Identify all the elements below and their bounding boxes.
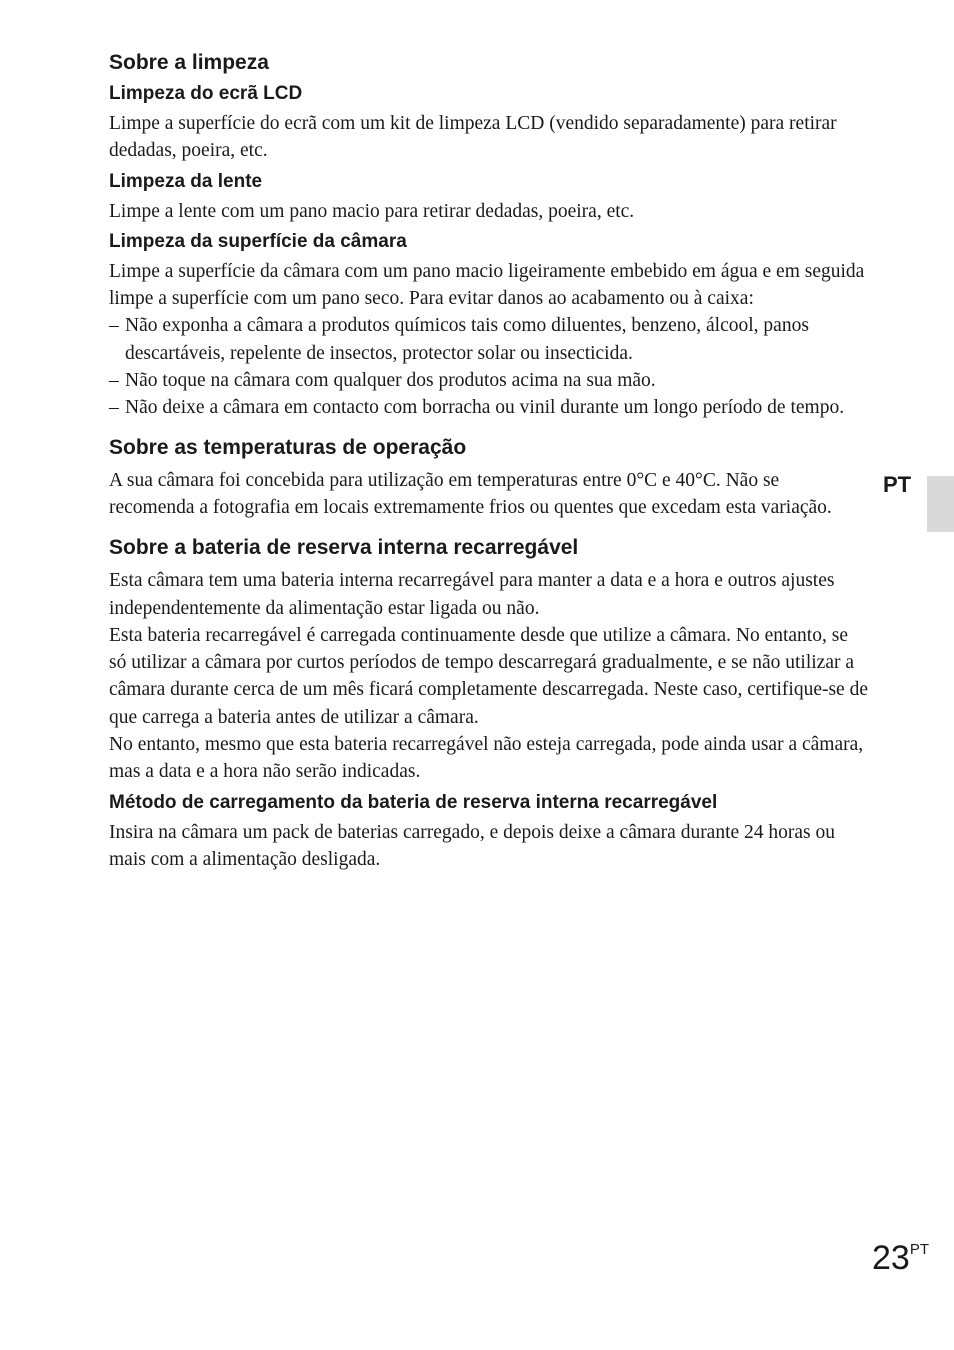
paragraph-metodo-carregamento: Insira na câmara um pack de baterias carregado, e depois deixe a câmara durante 24 horas ou mais com a alimentação desligada. <box>109 821 836 870</box>
page-number-suffix: PT <box>909 1241 929 1258</box>
document-body <box>109 50 869 873</box>
precautions-list <box>109 312 869 421</box>
list-item: – Não deixe a câmara em contacto com borracha ou vinil durante um longo período de tempo. <box>109 394 869 421</box>
page-number-value: 23 <box>872 1239 910 1277</box>
paragraph-limpeza-lcd: Limpe a superfície do ecrã com um kit de limpeza LCD (vendido separadamente) para retirar dedadas, poeira, etc. <box>109 113 837 162</box>
list-item: – Não toque na câmara com qualquer dos produtos acima na sua mão. <box>109 367 869 394</box>
page-number <box>872 1238 929 1285</box>
paragraph-temperaturas: A sua câmara foi concebida para utilização em temperaturas entre 0°C e 40°C. Não se recomenda a fotografia em locais extremamente frios ou quentes que excedam esta variação. <box>109 469 832 518</box>
subheading-limpeza-superficie: Limpeza da superfície da câmara <box>109 230 407 252</box>
subheading-metodo-carregamento: Método de carregamento da bateria de reserva interna recarregável <box>109 791 718 813</box>
paragraph-limpeza-superficie: Limpe a superfície da câmara com um pano macio ligeiramente embebido em água e em seguida limpe a superfície com um pano seco. Para evitar danos ao acabamento ou à caixa: <box>109 260 865 310</box>
subheading-limpeza-lente: Limpeza da lente <box>109 170 263 192</box>
paragraph-bateria-2: Esta bateria recarregável é carregada continuamente desde que utilize a câmara. No entanto, se só utilizar a câmara por curtos períodos de tempo descarregará gradualmente, e se não utilizar a câmara durante cerca de um mês ficará completamente descarregada. Neste caso, certifique-se de que carrega a bateria antes de utilizar a câmara. <box>109 624 868 728</box>
paragraph-limpeza-lente: Limpe a lente com um pano macio para retirar dedadas, poeira, etc. <box>109 200 635 222</box>
list-item: – Não exponha a câmara a produtos químicos tais como diluentes, benzeno, álcool, panos descartáveis, repelente de insectos, protector solar ou insecticida. <box>109 312 869 367</box>
paragraph-bateria-3: No entanto, mesmo que esta bateria recarregável não esteja carregada, pode ainda usar a câmara, mas a data e a hora não serão indicadas. <box>109 734 864 783</box>
paragraph-bateria-1: Esta câmara tem uma bateria interna recarregável para manter a data e a hora e outros ajustes independentemente da alimentação estar ligada ou não. <box>109 570 835 619</box>
heading-bateria: Sobre a bateria de reserva interna recarregável <box>109 536 579 560</box>
heading-sobre-limpeza: Sobre a limpeza <box>109 51 269 74</box>
heading-temperaturas: Sobre as temperaturas de operação <box>109 435 467 459</box>
language-label: PT <box>883 472 912 497</box>
language-tab-marker <box>927 476 954 532</box>
subheading-limpeza-lcd: Limpeza do ecrã LCD <box>109 83 303 104</box>
